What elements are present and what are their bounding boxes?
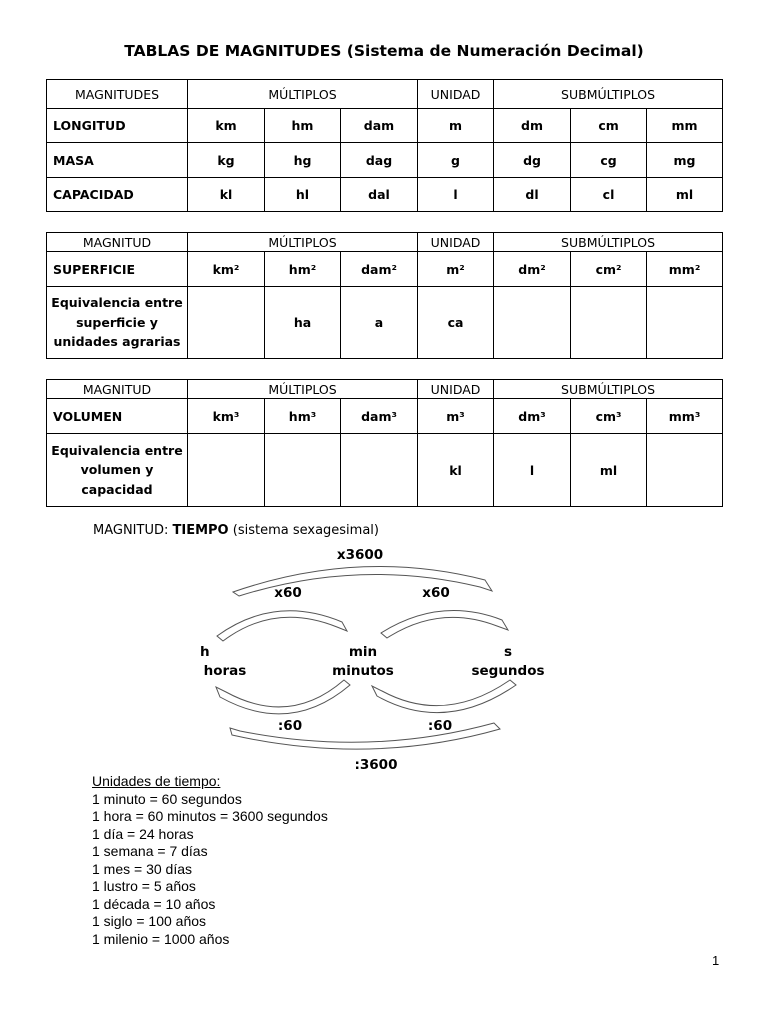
table-cell: cm xyxy=(571,109,647,143)
table-cell: dam³ xyxy=(341,399,418,434)
table-cell: hm² xyxy=(265,252,341,287)
row-label: VOLUMEN xyxy=(47,399,188,434)
arrow-x60-right xyxy=(381,611,508,638)
unit-name: minutos xyxy=(332,663,394,679)
label-x60-left: x60 xyxy=(274,585,302,601)
unit-symbol: h xyxy=(200,644,210,660)
table-cell: kg xyxy=(188,143,265,178)
list-item: 1 día = 24 horas xyxy=(92,825,194,842)
tiempo-name: TIEMPO xyxy=(172,523,229,538)
unit-name: horas xyxy=(203,663,247,679)
tiempo-prefix: MAGNITUD: xyxy=(93,523,173,538)
table-cell: dg xyxy=(494,143,571,178)
table-cell: dm xyxy=(494,109,571,143)
row-label: LONGITUD xyxy=(47,109,188,143)
table-cell: cl xyxy=(571,178,647,212)
header-submultiplos: SUBMÚLTIPLOS xyxy=(494,80,723,109)
unit-name: segundos xyxy=(471,663,545,679)
label-div60-right: :60 xyxy=(427,718,453,734)
table-cell: mm³ xyxy=(647,399,723,434)
table-cell: km³ xyxy=(188,399,265,434)
table-cell xyxy=(647,287,723,359)
table-cell: hm³ xyxy=(265,399,341,434)
table-cell: km xyxy=(188,109,265,143)
row-label: MASA xyxy=(47,143,188,178)
table-cell: mm xyxy=(647,109,723,143)
table-cell: hm xyxy=(265,109,341,143)
table-header-row xyxy=(47,80,723,109)
header-submultiplos: SUBMÚLTIPLOS xyxy=(494,380,723,399)
table-cell: dag xyxy=(341,143,418,178)
table-cell xyxy=(188,434,265,507)
table-cell: dl xyxy=(494,178,571,212)
header-magnitudes: MAGNITUDES xyxy=(47,80,188,109)
table-cell xyxy=(494,287,571,359)
table-cell: dm² xyxy=(494,252,571,287)
table-cell: hg xyxy=(265,143,341,178)
header-multiplos: MÚLTIPLOS xyxy=(188,233,418,252)
label-x3600: x3600 xyxy=(336,547,384,563)
header-unidad: UNIDAD xyxy=(418,80,494,109)
table-cell: dam² xyxy=(341,252,418,287)
list-item: 1 semana = 7 días xyxy=(92,843,208,859)
table-cell: hl xyxy=(265,178,341,212)
time-units-list xyxy=(92,773,328,948)
header-magnitud: MAGNITUD xyxy=(47,380,188,399)
table-cell: dal xyxy=(341,178,418,212)
unit-symbol: s xyxy=(503,644,513,660)
table-header-row xyxy=(47,233,723,252)
label-line: superficie y xyxy=(76,314,158,330)
table-cell xyxy=(265,434,341,507)
header-multiplos: MÚLTIPLOS xyxy=(188,80,418,109)
header-multiplos: MÚLTIPLOS xyxy=(188,380,418,399)
list-item: 1 mes = 30 días xyxy=(92,860,193,877)
page-number: 1 xyxy=(712,953,720,968)
label-line: volumen y xyxy=(80,462,154,478)
table-cell: ml xyxy=(647,178,723,212)
page-title: TABLAS DE MAGNITUDES (Sistema de Numeración Decimal) xyxy=(124,42,644,60)
table-cell: dam xyxy=(341,109,418,143)
table-cell: l xyxy=(494,434,571,507)
header-magnitud: MAGNITUD xyxy=(47,233,188,252)
table-cell: cm² xyxy=(571,252,647,287)
header-unidad: UNIDAD xyxy=(418,380,494,399)
table-row-equivalencia-superficie xyxy=(47,287,723,359)
table-row-superficie xyxy=(47,252,723,287)
list-item: 1 lustro = 5 años xyxy=(92,878,196,894)
table-row-longitud xyxy=(47,109,723,143)
header-unidad: UNIDAD xyxy=(418,233,494,252)
list-item: 1 década = 10 años xyxy=(92,895,216,912)
table-cell: a xyxy=(341,287,418,359)
table-cell: dm³ xyxy=(494,399,571,434)
row-label xyxy=(47,434,188,507)
table-superficie xyxy=(46,232,723,359)
table-volumen xyxy=(46,379,723,507)
table-cell: kl xyxy=(188,178,265,212)
arrow-div60-left xyxy=(216,680,350,714)
row-label: CAPACIDAD xyxy=(47,178,188,212)
table-cell xyxy=(647,434,723,507)
table-cell: m xyxy=(418,109,494,143)
table-cell: cm³ xyxy=(571,399,647,434)
list-item: 1 siglo = 100 años xyxy=(92,913,207,929)
row-label xyxy=(47,287,188,359)
unit-minutes xyxy=(325,643,401,681)
tiempo-heading xyxy=(93,523,379,538)
header-submultiplos: SUBMÚLTIPLOS xyxy=(494,233,723,252)
table-cell: km² xyxy=(188,252,265,287)
table-cell xyxy=(188,287,265,359)
tiempo-suffix: (sistema sexagesimal) xyxy=(228,523,379,538)
table-cell: cg xyxy=(571,143,647,178)
label-line: capacidad xyxy=(81,481,153,497)
table-row-masa xyxy=(47,143,723,178)
table-cell: ha xyxy=(265,287,341,359)
table-cell: g xyxy=(418,143,494,178)
label-line: Equivalencia entre xyxy=(51,442,183,458)
label-div3600: :3600 xyxy=(354,757,398,773)
table-cell: m³ xyxy=(418,399,494,434)
row-label: SUPERFICIE xyxy=(47,252,188,287)
units-title: Unidades de tiempo: xyxy=(92,773,221,789)
table-cell: mm² xyxy=(647,252,723,287)
arrow-div60-right xyxy=(372,680,516,713)
table-row-equivalencia-volumen xyxy=(47,434,723,507)
table-row-volumen xyxy=(47,399,723,434)
table-cell: kl xyxy=(418,434,494,507)
table-row-capacidad xyxy=(47,178,723,212)
table-cell: l xyxy=(418,178,494,212)
arrow-x60-left xyxy=(217,611,347,641)
list-item: 1 minuto = 60 segundos xyxy=(92,790,242,807)
table-cell: ml xyxy=(571,434,647,507)
label-x60-right: x60 xyxy=(422,585,450,601)
unit-hours xyxy=(190,643,260,681)
list-item: 1 hora = 60 minutos = 3600 segundos xyxy=(92,808,328,824)
unit-symbol: min xyxy=(348,644,378,660)
table-header-row xyxy=(47,380,723,399)
table-cell: ca xyxy=(418,287,494,359)
label-line: unidades agrarias xyxy=(53,334,181,350)
label-line: Equivalencia entre xyxy=(51,295,183,311)
table-cell: m² xyxy=(418,252,494,287)
table-cell xyxy=(341,434,418,507)
label-div60-left: :60 xyxy=(277,718,303,734)
unit-seconds xyxy=(466,643,550,681)
table-cell: mg xyxy=(647,143,723,178)
table-cell xyxy=(571,287,647,359)
table-basic-magnitudes xyxy=(46,79,723,212)
list-item: 1 milenio = 1000 años xyxy=(92,930,230,947)
